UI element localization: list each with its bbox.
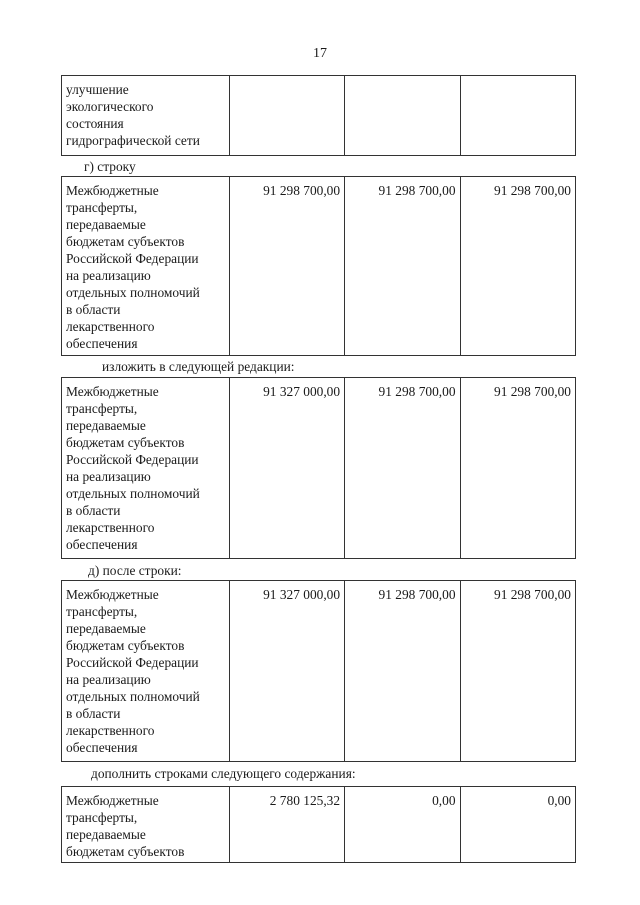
- value-cell: 91 298 700,00: [460, 581, 575, 762]
- desc-line: Межбюджетные: [66, 793, 159, 808]
- desc-line: на реализацию: [66, 672, 151, 687]
- caption-item-d: д) после строки:: [88, 563, 182, 578]
- desc-line: передаваемые: [66, 621, 146, 636]
- desc-line: Российской Федерации: [66, 251, 199, 266]
- desc-line: на реализацию: [66, 469, 151, 484]
- table-row-add: [61, 786, 576, 863]
- desc-line: бюджетам субъектов: [66, 234, 185, 249]
- desc-line: обеспечения: [66, 336, 138, 351]
- page-number: 17: [313, 46, 327, 61]
- desc-line: трансферты,: [66, 810, 138, 825]
- desc-line: обеспечения: [66, 740, 138, 755]
- table-row-g: [61, 176, 576, 356]
- caption-new-edition: изложить в следующей редакции:: [102, 359, 295, 374]
- desc-line: лекарственного: [66, 520, 155, 535]
- row-description: [62, 787, 230, 863]
- value-cell: 0,00: [345, 787, 460, 863]
- desc-line: бюджетам субъектов: [66, 435, 185, 450]
- value-cell: [460, 76, 575, 156]
- value-cell: [345, 76, 460, 156]
- value-cell: 91 298 700,00: [345, 378, 460, 559]
- desc-line: бюджетам субъектов: [66, 638, 185, 653]
- value-cell: 91 298 700,00: [229, 177, 344, 356]
- value-cell: [229, 76, 344, 156]
- caption-add-rows: дополнить строками следующего содержания:: [91, 766, 356, 781]
- value-cell: 91 298 700,00: [345, 581, 460, 762]
- table-row: [62, 581, 576, 762]
- row-description: [62, 177, 230, 356]
- table-fragment-top: [61, 75, 576, 156]
- desc-line: Российской Федерации: [66, 655, 199, 670]
- desc-line: трансферты,: [66, 200, 138, 215]
- desc-line: в области: [66, 706, 121, 721]
- desc-line: на реализацию: [66, 268, 151, 283]
- desc-line: передаваемые: [66, 418, 146, 433]
- desc-line: передаваемые: [66, 827, 146, 842]
- desc-line: бюджетам субъектов: [66, 844, 185, 859]
- desc-line: лекарственного: [66, 723, 155, 738]
- desc-line: отдельных полномочий: [66, 285, 200, 300]
- table-row: [62, 378, 576, 559]
- row-description: [62, 378, 230, 559]
- value-cell: 2 780 125,32: [229, 787, 344, 863]
- desc-line: трансферты,: [66, 401, 138, 416]
- desc-line: в области: [66, 302, 121, 317]
- desc-line: улучшение: [66, 82, 129, 97]
- table-row: [62, 76, 576, 156]
- value-cell: 91 327 000,00: [229, 378, 344, 559]
- caption-item-g: г) строку: [84, 159, 136, 174]
- table-row: [62, 787, 576, 863]
- desc-line: Межбюджетные: [66, 384, 159, 399]
- value-cell: 91 327 000,00: [229, 581, 344, 762]
- desc-line: трансферты,: [66, 604, 138, 619]
- desc-line: Российской Федерации: [66, 452, 199, 467]
- desc-line: отдельных полномочий: [66, 486, 200, 501]
- value-cell: 0,00: [460, 787, 575, 863]
- row-description: [62, 76, 230, 156]
- table-row-edit: [61, 377, 576, 559]
- value-cell: 91 298 700,00: [460, 378, 575, 559]
- desc-line: экологического: [66, 99, 154, 114]
- desc-line: Межбюджетные: [66, 183, 159, 198]
- table-row-d: [61, 580, 576, 762]
- desc-line: обеспечения: [66, 537, 138, 552]
- desc-line: состояния: [66, 116, 124, 131]
- desc-line: лекарственного: [66, 319, 155, 334]
- value-cell: 91 298 700,00: [460, 177, 575, 356]
- row-description: [62, 581, 230, 762]
- desc-line: в области: [66, 503, 121, 518]
- table-row: [62, 177, 576, 356]
- desc-line: Межбюджетные: [66, 587, 159, 602]
- desc-line: отдельных полномочий: [66, 689, 200, 704]
- desc-line: гидрографической сети: [66, 133, 200, 148]
- value-cell: 91 298 700,00: [345, 177, 460, 356]
- desc-line: передаваемые: [66, 217, 146, 232]
